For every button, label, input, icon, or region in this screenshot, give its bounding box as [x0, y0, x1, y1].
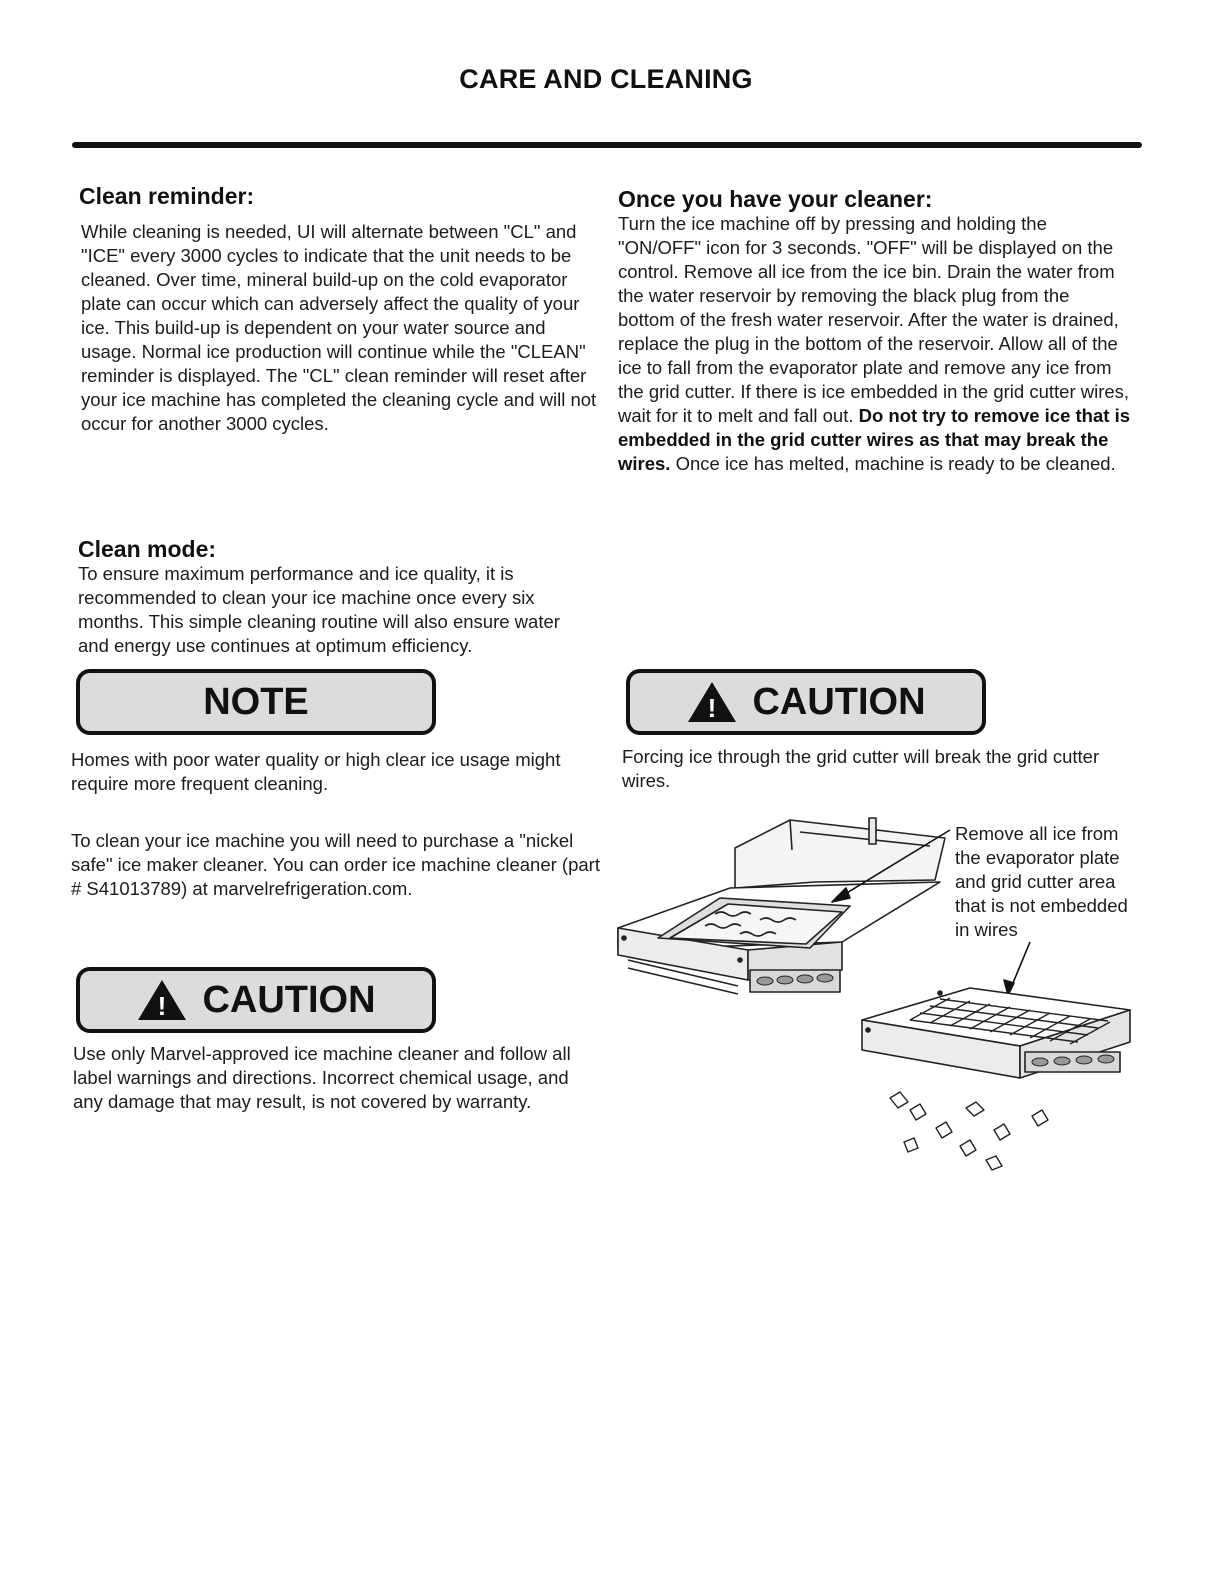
ice-cubes — [890, 1092, 1048, 1170]
caution-banner-right — [626, 669, 986, 735]
clean-mode-heading: Clean mode: — [78, 536, 217, 562]
clean-mode-body: To ensure maximum performance and ice quality, it is recommended to clean your ice machine once every six months. This simple cleaning routine will also ensure water and energy use continues at optimum efficiency. — [78, 563, 560, 656]
grid-cutter-assembly — [862, 988, 1130, 1078]
once-cleaner-warning-bold: Do not try to remove ice that is embedded in the grid cutter wires as that may break the wires. — [618, 405, 1130, 474]
once-cleaner-body — [618, 212, 1130, 476]
purchase-info: To clean your ice machine you will need to purchase a "nickel safe" ice maker cleaner. You can order ice machine cleaner (part # S41013789) at marvelrefrigeration.com. — [71, 830, 600, 899]
warning-glyph: ! — [708, 693, 717, 723]
caution-right-body: Forcing ice through the grid cutter will break the grid cutter wires. — [622, 746, 1100, 791]
once-cleaner-body-end: Once ice has melted, machine is ready to be cleaned. — [675, 453, 1116, 474]
page-title: CARE AND CLEANING — [459, 64, 753, 94]
evaporator-grid-illustration — [610, 810, 1150, 1185]
caution-label-right: CAUTION — [752, 680, 926, 723]
once-cleaner-heading: Once you have your cleaner: — [618, 186, 933, 212]
note-label: NOTE — [203, 680, 309, 723]
warning-glyph: ! — [158, 991, 167, 1021]
note-banner — [76, 669, 436, 735]
caution-label-left: CAUTION — [202, 978, 376, 1021]
once-cleaner-body-start: Turn the ice machine off by pressing and holding the "ON/OFF" icon for 3 seconds. "OFF" will be displayed on the control. Remove all ice from the ice bin. Drain the water from the water reservoir by removing the black plug from the bottom of the fresh water reservoir. After the water is drained, replace the plug in the bottom of the reservoir. Allow all of the ice to fall from the evaporator plate and remove any ice from the grid cutter. If there is ice embedded in the grid cutter wires, wait for it to melt and fall out. — [618, 213, 1130, 426]
clean-reminder-heading: Clean reminder: — [79, 183, 255, 209]
note-body: Homes with poor water quality or high clear ice usage might require more frequent cleaning. — [71, 749, 561, 794]
illustration-callout: Remove all ice from the evaporator plate and grid cutter area that is not embedded in wires — [955, 823, 1128, 940]
evaporator-assembly — [618, 818, 945, 994]
warning-triangle-icon — [136, 978, 188, 1022]
caution-left-body: Use only Marvel-approved ice machine cleaner and follow all label warnings and directions. Incorrect chemical usage, and any damage that may result, is not covered by warranty. — [73, 1043, 571, 1112]
warning-triangle-icon — [686, 680, 738, 724]
clean-reminder-body: While cleaning is needed, UI will alternate between "CL" and "ICE" every 3000 cycles to indicate that the unit needs to be cleaned. Over time, mineral build-up on the cold evaporator plate can occur which can adversely affect the quality of your ice. This build-up is dependent on your water source and usage. Normal ice production will continue while the "CLEAN" reminder is displayed. The "CL" clean reminder will reset after your ice machine has completed the cleaning cycle and will not occur for another 3000 cycles. — [81, 221, 597, 434]
caution-banner-left — [76, 967, 436, 1033]
title-divider — [72, 142, 1142, 148]
